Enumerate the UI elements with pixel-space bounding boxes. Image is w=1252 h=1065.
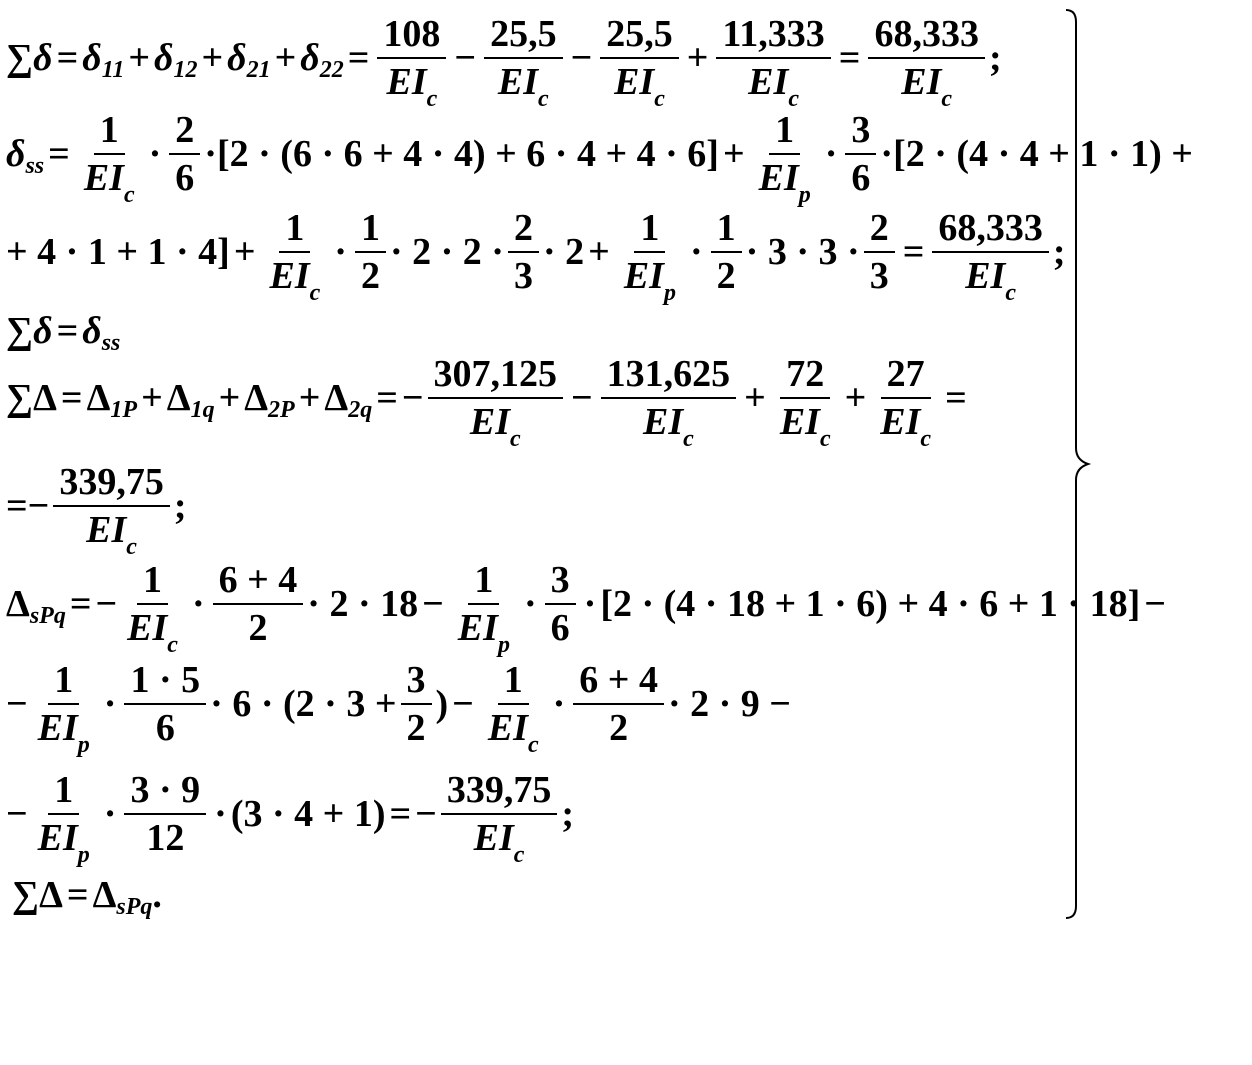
- minus-sign: −: [454, 37, 477, 79]
- plus-sign: +: [218, 377, 241, 419]
- denominator: [80, 507, 143, 560]
- ei-label: EI: [623, 255, 664, 297]
- ei-label: EI: [37, 817, 78, 859]
- fraction: [124, 661, 206, 747]
- fraction: [545, 561, 576, 647]
- numerator: 68,333: [868, 15, 985, 59]
- Delta-symbol: Δ: [244, 377, 269, 419]
- close-paren: ): [435, 683, 449, 725]
- dot-operator: ·: [204, 133, 217, 175]
- product-expression: · 2 · 9 −: [667, 683, 791, 725]
- fraction: [53, 461, 170, 560]
- numerator: 1: [94, 111, 125, 155]
- subscript-c: c: [167, 632, 178, 658]
- equation-sum-Delta-result: [6, 458, 187, 560]
- equals-sign: =: [56, 37, 79, 79]
- Delta-symbol: Δ: [324, 377, 349, 419]
- subscript: sPq: [29, 603, 66, 629]
- subscript-c: c: [1005, 280, 1016, 306]
- delta-symbol: δ: [82, 310, 102, 352]
- denominator: [874, 399, 937, 452]
- subscript-c: c: [426, 86, 438, 112]
- ei-label: EI: [758, 157, 799, 199]
- numerator: 6 + 4: [573, 661, 664, 705]
- numerator: 27: [881, 355, 931, 399]
- dot-operator: ·: [191, 583, 205, 625]
- dot-operator: ·: [523, 583, 537, 625]
- numerator: 1 · 5: [124, 661, 206, 705]
- numerator: 6 + 4: [213, 561, 304, 605]
- numerator: 25,5: [600, 15, 679, 59]
- denominator: 6: [155, 707, 175, 749]
- subscript: sPq: [116, 894, 153, 920]
- semicolon: ;: [1052, 231, 1066, 273]
- delta-symbol: δ: [154, 37, 174, 79]
- numerator: 2: [508, 209, 539, 253]
- minus-sign: −: [415, 793, 437, 835]
- ei-label: EI: [901, 61, 942, 103]
- numerator: 68,333: [932, 209, 1049, 253]
- minus-sign: −: [401, 377, 424, 419]
- equals-sign: =: [48, 133, 70, 175]
- plus-sign: +: [588, 231, 610, 273]
- fraction: [601, 353, 737, 452]
- subscript-c: c: [920, 426, 932, 452]
- numerator: 3: [545, 561, 576, 605]
- delta-symbol: δ: [33, 310, 53, 352]
- numerator: 1: [634, 209, 665, 253]
- denominator: [452, 605, 516, 658]
- numerator: 108: [377, 15, 446, 59]
- numerator: 1: [355, 209, 386, 253]
- fraction: [573, 661, 664, 747]
- ei-label: EI: [779, 401, 820, 443]
- fraction: [441, 769, 558, 868]
- plus-sign: +: [201, 37, 224, 79]
- equation-delta-spq: [6, 556, 1170, 658]
- delta-symbol: δ: [82, 37, 102, 79]
- fraction: [121, 559, 184, 658]
- denominator: 6: [175, 157, 195, 199]
- plus-sign: +: [298, 377, 321, 419]
- numerator: 1: [48, 771, 79, 815]
- denominator: [482, 705, 545, 758]
- denominator: 3: [869, 255, 889, 297]
- plus-sign: +: [686, 37, 709, 79]
- numerator: 11,333: [716, 15, 830, 59]
- denominator: [464, 399, 527, 452]
- denominator: [263, 253, 326, 306]
- fraction: [78, 109, 141, 208]
- subscript: 22: [319, 57, 344, 83]
- ei-label: EI: [457, 607, 498, 649]
- plus-sign: +: [141, 377, 163, 419]
- denominator: 2: [248, 607, 268, 649]
- denominator: [742, 59, 805, 112]
- denominator: 6: [851, 157, 871, 199]
- fraction: [932, 207, 1049, 306]
- fraction: [428, 353, 564, 452]
- fraction: [868, 13, 985, 112]
- dot-operator: ·: [103, 793, 117, 835]
- equation-delta-spq-continued-1: [6, 656, 791, 758]
- numerator: 1: [137, 561, 168, 605]
- denominator: [618, 253, 682, 306]
- denominator: [381, 59, 444, 112]
- fraction: [355, 209, 386, 295]
- ei-label: EI: [127, 607, 168, 649]
- product-expression: · 2 · 18: [307, 583, 419, 625]
- minus-sign: −: [452, 683, 474, 725]
- dot-operator: ·: [583, 583, 597, 625]
- Delta-symbol: Δ: [6, 583, 30, 625]
- subscript-c: c: [788, 86, 799, 112]
- Delta-symbol: Δ: [39, 874, 63, 916]
- subscript: 11: [101, 57, 125, 83]
- product-expression: · 6 · (2 · 3 +: [210, 683, 397, 725]
- denominator: [468, 815, 531, 868]
- ei-label: EI: [965, 255, 1006, 297]
- denominator: 2: [360, 255, 380, 297]
- equation-delta-spq-continued-2: [6, 766, 574, 868]
- denominator: [121, 605, 184, 658]
- delta-symbol: δ: [33, 37, 53, 79]
- equals-sign: =: [56, 310, 79, 352]
- subscript: 1q: [190, 397, 215, 423]
- equation-sum-Delta: [6, 350, 971, 452]
- numerator: 72: [780, 355, 830, 399]
- numerator: 3 · 9: [124, 771, 206, 815]
- denominator: [492, 59, 555, 112]
- dot-operator: ·: [334, 231, 347, 273]
- fraction: [774, 353, 837, 452]
- fraction: [452, 559, 516, 658]
- subscript-p: p: [77, 842, 90, 868]
- fraction: [600, 13, 679, 112]
- fraction: [845, 111, 876, 197]
- plus-sign: +: [722, 133, 745, 175]
- fraction: [213, 561, 304, 647]
- numerator: 339,75: [53, 463, 170, 507]
- subscript: 12: [173, 57, 198, 83]
- subscript-c: c: [819, 426, 831, 452]
- subscript-c: c: [538, 86, 549, 112]
- subscript-c: c: [309, 280, 321, 306]
- denominator: [78, 155, 141, 208]
- numerator: 3: [845, 111, 876, 155]
- fraction: [711, 209, 742, 295]
- sum-symbol: ∑: [6, 37, 34, 79]
- subscript-c: c: [941, 86, 953, 112]
- plus-sign: +: [844, 377, 867, 419]
- paren-expression: (3 · 4 + 1): [230, 793, 386, 835]
- denominator: [32, 705, 96, 758]
- ei-label: EI: [269, 255, 310, 297]
- delta-symbol: δ: [6, 133, 26, 175]
- denominator: 2: [716, 255, 736, 297]
- delta-symbol: δ: [300, 37, 320, 79]
- Delta-symbol: Δ: [166, 377, 191, 419]
- ei-label: EI: [614, 61, 655, 103]
- Delta-symbol: Δ: [33, 377, 57, 419]
- dot-operator: ·: [689, 231, 703, 273]
- sum-symbol: ∑: [6, 310, 34, 352]
- denominator: 2: [406, 707, 426, 749]
- numerator: 307,125: [428, 355, 564, 399]
- denominator: [959, 253, 1022, 306]
- product-expression: · 3 · 3 ·: [745, 231, 860, 273]
- minus-sign: −: [27, 485, 50, 527]
- ei-label: EI: [643, 401, 684, 443]
- denominator: [895, 59, 958, 112]
- denominator: [637, 399, 700, 452]
- numerator: 1: [769, 111, 800, 155]
- numerator: 1: [711, 209, 742, 253]
- product-expression: · 2: [542, 231, 585, 273]
- denominator: [32, 815, 96, 868]
- subscript-c: c: [513, 842, 525, 868]
- denominator: [608, 59, 671, 112]
- minus-sign: −: [571, 377, 593, 419]
- right-brace: [1062, 8, 1092, 920]
- numerator: 131,625: [601, 355, 737, 399]
- numerator: 2: [169, 111, 200, 155]
- fraction: [484, 13, 563, 112]
- semicolon: ;: [561, 793, 574, 835]
- subscript-c: c: [683, 426, 694, 452]
- equals-sign: =: [389, 793, 412, 835]
- denominator: [774, 399, 837, 452]
- ei-label: EI: [487, 707, 528, 749]
- fraction: [618, 207, 682, 306]
- dot-operator: ·: [824, 133, 838, 175]
- period: .: [152, 874, 162, 916]
- fraction: [263, 207, 326, 306]
- equals-sign: =: [347, 37, 370, 79]
- subscript-p: p: [497, 632, 510, 658]
- fraction: [716, 13, 830, 112]
- fraction: [508, 209, 539, 295]
- bracket-expression: + 4 · 1 + 1 · 4]: [6, 231, 230, 273]
- denominator: [753, 155, 817, 208]
- bracket-expression: [2 · (6 · 6 + 4 · 4) + 6 · 4 + 4 · 6]: [216, 133, 719, 175]
- equation-delta-ss: [6, 106, 1193, 208]
- subscript: 2P: [268, 397, 295, 423]
- plus-sign: +: [274, 37, 297, 79]
- fraction: [32, 769, 96, 868]
- numerator: 1: [279, 209, 310, 253]
- subscript-p: p: [663, 280, 676, 306]
- equation-delta-ss-continued: [6, 204, 1066, 306]
- numerator: 3: [401, 661, 432, 705]
- numerator: 1: [498, 661, 529, 705]
- equation-sum-delta: [6, 12, 1002, 112]
- subscript-c: c: [527, 732, 539, 758]
- subscript-c: c: [510, 426, 521, 452]
- ei-label: EI: [386, 61, 427, 103]
- equals-sign: =: [376, 377, 398, 419]
- subscript-c: c: [654, 86, 665, 112]
- delta-symbol: δ: [227, 37, 247, 79]
- numerator: 2: [864, 209, 895, 253]
- subscript: ss: [101, 330, 121, 356]
- Delta-symbol: Δ: [86, 377, 111, 419]
- ei-label: EI: [880, 401, 921, 443]
- minus-sign: −: [570, 37, 593, 79]
- minus-sign: −: [1144, 583, 1166, 625]
- subscript-p: p: [77, 732, 90, 758]
- minus-sign: −: [422, 583, 444, 625]
- equals-sign: =: [838, 37, 861, 79]
- fraction: [864, 209, 895, 295]
- ei-label: EI: [86, 509, 127, 551]
- plus-sign: +: [744, 377, 766, 419]
- fraction: [753, 109, 817, 208]
- subscript-p: p: [798, 182, 811, 208]
- dot-operator: ·: [148, 133, 162, 175]
- fraction: [482, 659, 545, 758]
- dot-operator: ·: [214, 793, 227, 835]
- ei-label: EI: [37, 707, 78, 749]
- semicolon: ;: [173, 485, 187, 527]
- bracket-expression: [2 · (4 · 18 + 1 · 6) + 4 · 6 + 1 · 18]: [600, 583, 1141, 625]
- fraction: [32, 659, 96, 758]
- plus-sign: +: [233, 231, 256, 273]
- fraction: [169, 111, 200, 197]
- subscript: 1P: [110, 397, 138, 423]
- equals-sign: =: [945, 377, 967, 419]
- minus-sign: −: [6, 793, 28, 835]
- minus-sign: −: [6, 683, 28, 725]
- fraction: [874, 353, 937, 452]
- subscript-c: c: [126, 534, 137, 560]
- subscript: 2q: [348, 397, 373, 423]
- numerator: 339,75: [441, 771, 558, 815]
- semicolon: ;: [988, 37, 1002, 79]
- ei-label: EI: [469, 401, 510, 443]
- denominator: 12: [146, 817, 185, 859]
- equals-sign: =: [69, 583, 92, 625]
- fraction: [401, 661, 432, 747]
- dot-operator: ·: [552, 683, 566, 725]
- product-expression: · 2 · 2 ·: [389, 231, 504, 273]
- subscript: ss: [25, 153, 45, 179]
- ei-label: EI: [748, 61, 789, 103]
- equation-sum-Delta-equals-delta-spq: [12, 870, 162, 920]
- subscript-c: c: [123, 182, 135, 208]
- dot-operator: ·: [103, 683, 117, 725]
- fraction: [124, 771, 206, 857]
- numerator: 1: [48, 661, 79, 705]
- bracket-expression: [2 · (4 · 4 + 1 · 1) +: [893, 133, 1193, 175]
- sum-symbol: ∑: [6, 377, 34, 419]
- dot-operator: ·: [880, 133, 894, 175]
- Delta-symbol: Δ: [92, 874, 117, 916]
- equals-sign: =: [66, 874, 89, 916]
- equation-sum-delta-equals-delta-ss: [6, 306, 120, 356]
- equals-sign: =: [6, 485, 28, 527]
- equals-sign: =: [60, 377, 83, 419]
- minus-sign: −: [95, 583, 118, 625]
- sum-symbol: ∑: [12, 874, 40, 916]
- ei-label: EI: [473, 817, 514, 859]
- equals-sign: =: [902, 231, 925, 273]
- plus-sign: +: [128, 37, 151, 79]
- subscript: 21: [246, 57, 271, 83]
- numerator: 25,5: [484, 15, 563, 59]
- numerator: 1: [468, 561, 499, 605]
- denominator: 6: [550, 607, 570, 649]
- ei-label: EI: [83, 157, 124, 199]
- denominator: 3: [513, 255, 533, 297]
- ei-label: EI: [497, 61, 539, 103]
- fraction: [377, 13, 446, 112]
- denominator: 2: [609, 707, 629, 749]
